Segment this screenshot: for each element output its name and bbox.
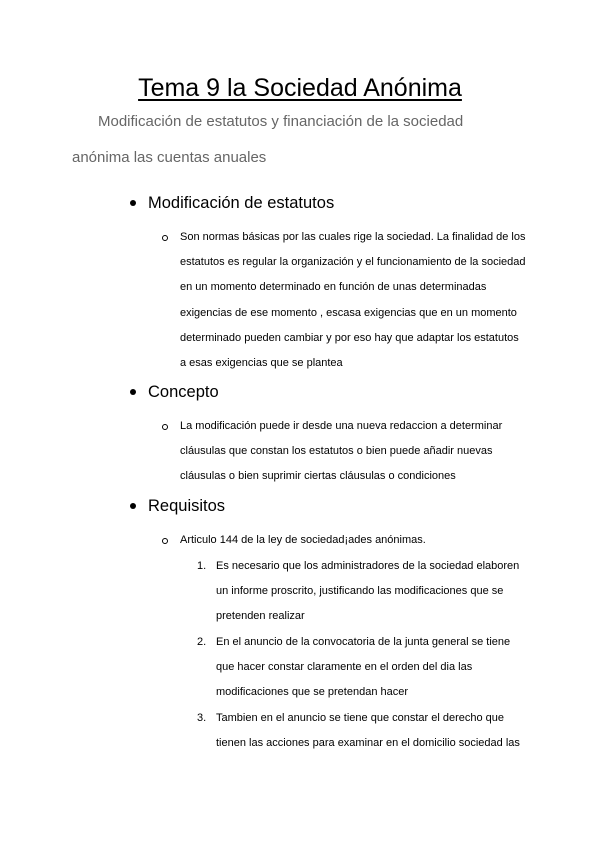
numbered-item [197,554,527,630]
list-item [162,528,526,553]
document-title: Tema 9 la Sociedad Anónima [138,74,462,102]
item-number: 3. [197,712,207,724]
section-heading-text: Requisitos [148,497,226,515]
item-number: 2. [197,636,207,648]
numbered-item [197,630,527,706]
list-item-text: Articulo 144 de la ley de sociedad¡ades anónimas. [180,534,426,546]
item-number: 1. [197,560,207,572]
list-item [162,225,526,376]
numbered-item-text: En el anuncio de la convocatoria de la junta general se tiene que hacer constar claramente en el orden del dia las modificaciones que se pretendan hacer [216,636,511,699]
bullet-icon [130,389,136,395]
hollow-bullet-icon [162,235,168,241]
section-heading-concepto [128,381,219,403]
bullet-icon [130,503,136,509]
document-subtitle: Modificación de estatutos y financiación de la sociedad anónima las cuentas anuales [72,113,464,166]
hollow-bullet-icon [162,424,168,430]
bullet-icon [130,200,136,206]
hollow-bullet-icon [162,538,168,544]
numbered-item [197,706,527,756]
list-item-text: La modificación puede ir desde una nueva redaccion a determinar cláusulas que constan los estatutos o bien puede añadir nuevas cláusulas o bien suprimir ciertas cláusulas o condiciones [180,420,503,483]
section-heading-modificacion [128,192,334,214]
section-heading-text: Modificación de estatutos [148,194,335,212]
numbered-item-text: Tambien en el anuncio se tiene que constar el derecho que tienen las acciones para examinar en el domicilio sociedad las [216,712,520,750]
section-heading-requisitos [128,495,225,517]
numbered-item-text: Es necesario que los administradores de la sociedad elaboren un informe proscrito, justificando las modificaciones que se pretenden realizar [216,560,520,623]
list-item-text: Son normas básicas por las cuales rige la sociedad. La finalidad de los estatutos es regular la organización y el funcionamiento de la sociedad en un momento determinado en función de unas determinadas exigencias de ese momento , escasa exigencias que en un momento determinado pueden cambiar y por eso hay que adaptar los estatutos a esas exigencias que se plantea [180,231,526,370]
list-item [162,414,526,490]
section-heading-text: Concepto [148,383,219,401]
